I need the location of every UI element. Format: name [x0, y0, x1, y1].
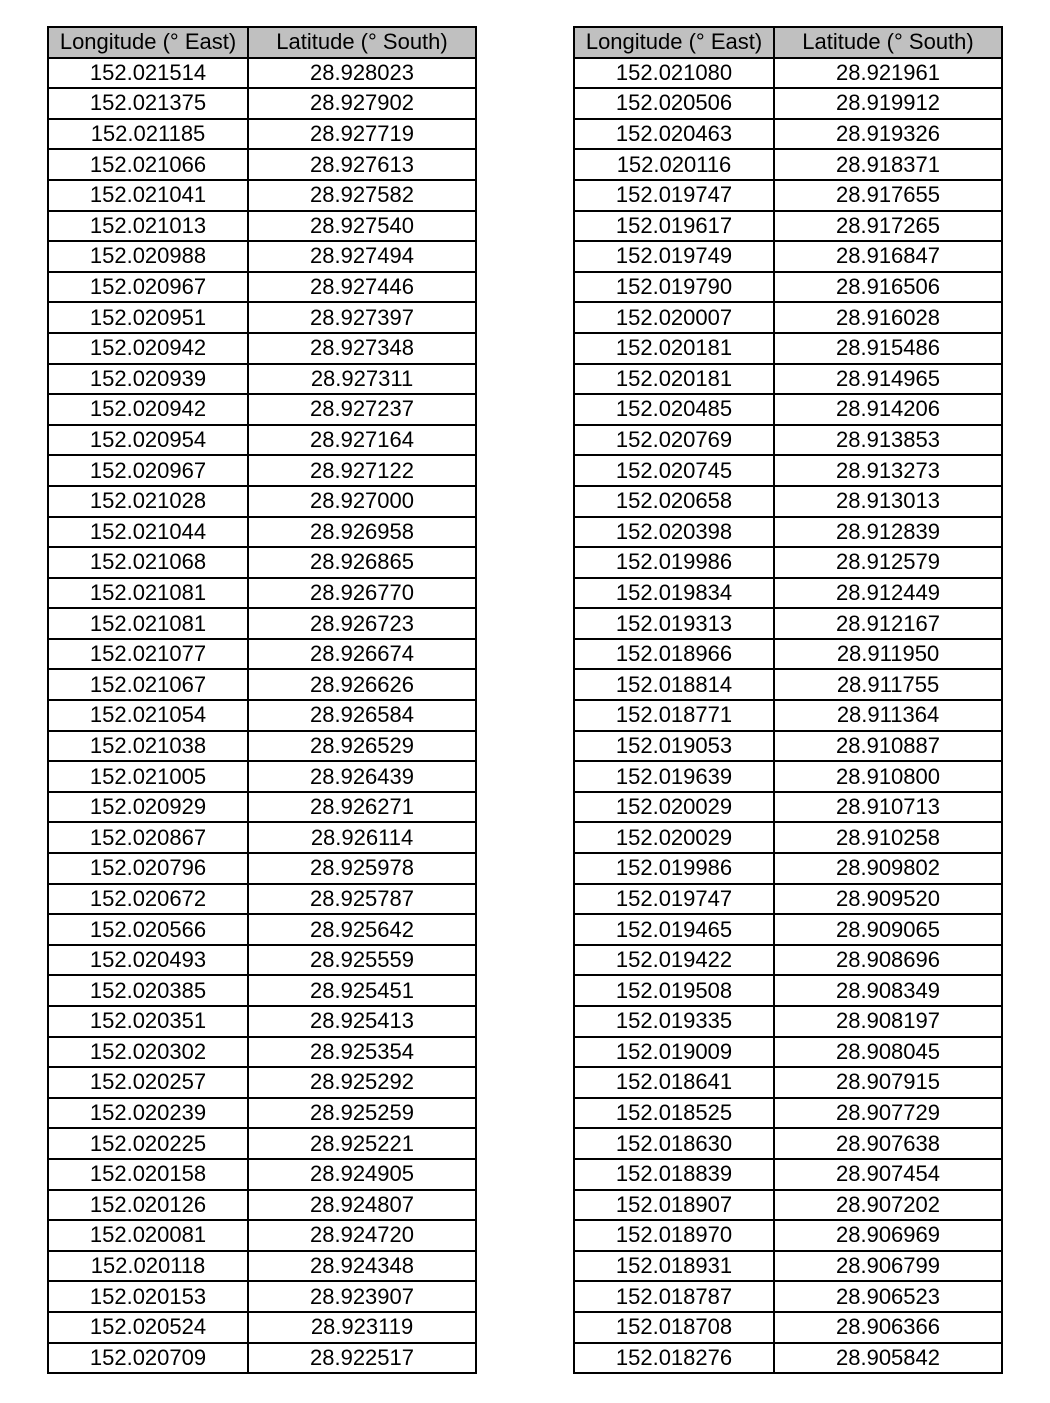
- longitude-cell: 152.020672: [48, 884, 248, 915]
- table-row: [574, 1159, 1002, 1190]
- table-row: [48, 211, 476, 242]
- right-coordinate-table: [573, 26, 1003, 1374]
- latitude-cell: 28.909802: [774, 853, 1002, 884]
- table-row: [48, 1343, 476, 1374]
- latitude-cell: 28.925451: [248, 975, 476, 1006]
- latitude-cell: 28.925413: [248, 1006, 476, 1037]
- latitude-cell: 28.906799: [774, 1251, 1002, 1282]
- longitude-cell: 152.020385: [48, 975, 248, 1006]
- longitude-cell: 152.019749: [574, 241, 774, 272]
- longitude-cell: 152.018931: [574, 1251, 774, 1282]
- longitude-cell: 152.021028: [48, 486, 248, 517]
- latitude-cell: 28.925259: [248, 1098, 476, 1129]
- table-row: [574, 1067, 1002, 1098]
- latitude-cell: 28.925787: [248, 884, 476, 915]
- table-row: [48, 394, 476, 425]
- latitude-cell: 28.911950: [774, 639, 1002, 670]
- left-coordinate-table: [47, 26, 477, 1374]
- longitude-cell: 152.020954: [48, 425, 248, 456]
- table-row: [48, 669, 476, 700]
- longitude-cell: 152.018641: [574, 1067, 774, 1098]
- longitude-cell: 152.019986: [574, 547, 774, 578]
- table-row: [48, 1006, 476, 1037]
- longitude-cell: 152.021067: [48, 669, 248, 700]
- longitude-cell: 152.019422: [574, 945, 774, 976]
- longitude-header: Longitude (° East): [48, 27, 248, 58]
- latitude-cell: 28.927122: [248, 455, 476, 486]
- table-row: [574, 669, 1002, 700]
- table-row: [48, 1098, 476, 1129]
- latitude-cell: 28.926271: [248, 792, 476, 823]
- table-row: [48, 517, 476, 548]
- table-row: [574, 517, 1002, 548]
- longitude-cell: 152.020116: [574, 149, 774, 180]
- longitude-cell: 152.020929: [48, 792, 248, 823]
- table-row: [48, 608, 476, 639]
- table-row: [574, 914, 1002, 945]
- longitude-cell: 152.018771: [574, 700, 774, 731]
- longitude-cell: 152.020493: [48, 945, 248, 976]
- table-row: [48, 1220, 476, 1251]
- longitude-cell: 152.021041: [48, 180, 248, 211]
- table-row: [48, 914, 476, 945]
- longitude-cell: 152.020158: [48, 1159, 248, 1190]
- longitude-cell: 152.021185: [48, 119, 248, 150]
- longitude-cell: 152.020942: [48, 333, 248, 364]
- table-row: [574, 731, 1002, 762]
- longitude-cell: 152.020302: [48, 1037, 248, 1068]
- latitude-cell: 28.917655: [774, 180, 1002, 211]
- latitude-cell: 28.926114: [248, 822, 476, 853]
- right-table-body: [574, 58, 1002, 1374]
- table-row: [574, 180, 1002, 211]
- table-row: [48, 119, 476, 150]
- longitude-cell: 152.018907: [574, 1190, 774, 1221]
- latitude-cell: 28.908045: [774, 1037, 1002, 1068]
- latitude-cell: 28.924348: [248, 1251, 476, 1282]
- longitude-cell: 152.019313: [574, 608, 774, 639]
- latitude-cell: 28.926626: [248, 669, 476, 700]
- longitude-cell: 152.020796: [48, 853, 248, 884]
- longitude-cell: 152.018525: [574, 1098, 774, 1129]
- longitude-cell: 152.021054: [48, 700, 248, 731]
- latitude-cell: 28.925978: [248, 853, 476, 884]
- table-row: [574, 1190, 1002, 1221]
- latitude-header: Latitude (° South): [248, 27, 476, 58]
- table-row: [48, 975, 476, 1006]
- longitude-cell: 152.020967: [48, 455, 248, 486]
- longitude-cell: 152.020181: [574, 364, 774, 395]
- latitude-cell: 28.927494: [248, 241, 476, 272]
- longitude-cell: 152.020658: [574, 486, 774, 517]
- table-row: [574, 884, 1002, 915]
- latitude-cell: 28.910713: [774, 792, 1002, 823]
- table-row: [574, 211, 1002, 242]
- table-row: [574, 608, 1002, 639]
- table-row: [48, 761, 476, 792]
- table-row: [48, 884, 476, 915]
- longitude-cell: 152.020942: [48, 394, 248, 425]
- table-row: [48, 1251, 476, 1282]
- table-row: [574, 761, 1002, 792]
- left-table-body: [48, 58, 476, 1374]
- latitude-cell: 28.912449: [774, 578, 1002, 609]
- latitude-cell: 28.916028: [774, 302, 1002, 333]
- longitude-cell: 152.020485: [574, 394, 774, 425]
- longitude-cell: 152.021080: [574, 58, 774, 89]
- table-row: [48, 272, 476, 303]
- table-row: [48, 1281, 476, 1312]
- table-row: [48, 364, 476, 395]
- table-row: [48, 700, 476, 731]
- table-row: [48, 853, 476, 884]
- table-row: [574, 272, 1002, 303]
- longitude-cell: 152.019465: [574, 914, 774, 945]
- longitude-cell: 152.020118: [48, 1251, 248, 1282]
- table-row: [48, 1159, 476, 1190]
- longitude-cell: 152.021044: [48, 517, 248, 548]
- table-row: [574, 792, 1002, 823]
- latitude-cell: 28.916506: [774, 272, 1002, 303]
- table-row: [48, 88, 476, 119]
- table-row: [574, 58, 1002, 89]
- longitude-cell: 152.018630: [574, 1128, 774, 1159]
- latitude-cell: 28.927397: [248, 302, 476, 333]
- longitude-cell: 152.021375: [48, 88, 248, 119]
- longitude-cell: 152.020181: [574, 333, 774, 364]
- longitude-cell: 152.020939: [48, 364, 248, 395]
- latitude-cell: 28.923907: [248, 1281, 476, 1312]
- latitude-cell: 28.907202: [774, 1190, 1002, 1221]
- latitude-cell: 28.927446: [248, 272, 476, 303]
- longitude-cell: 152.018839: [574, 1159, 774, 1190]
- table-row: [574, 333, 1002, 364]
- longitude-cell: 152.018966: [574, 639, 774, 670]
- latitude-cell: 28.926865: [248, 547, 476, 578]
- table-row: [48, 58, 476, 89]
- table-row: [574, 1098, 1002, 1129]
- table-row: [574, 486, 1002, 517]
- longitude-cell: 152.020351: [48, 1006, 248, 1037]
- table-row: [574, 547, 1002, 578]
- longitude-cell: 152.020398: [574, 517, 774, 548]
- latitude-cell: 28.915486: [774, 333, 1002, 364]
- longitude-cell: 152.019639: [574, 761, 774, 792]
- table-row: [574, 1251, 1002, 1282]
- latitude-cell: 28.906523: [774, 1281, 1002, 1312]
- longitude-cell: 152.019747: [574, 180, 774, 211]
- table-row: [48, 1312, 476, 1343]
- longitude-cell: 152.021081: [48, 578, 248, 609]
- latitude-cell: 28.907729: [774, 1098, 1002, 1129]
- table-row: [574, 1037, 1002, 1068]
- longitude-cell: 152.020126: [48, 1190, 248, 1221]
- longitude-cell: 152.020867: [48, 822, 248, 853]
- latitude-cell: 28.927613: [248, 149, 476, 180]
- latitude-cell: 28.908197: [774, 1006, 1002, 1037]
- latitude-cell: 28.907915: [774, 1067, 1002, 1098]
- latitude-cell: 28.911755: [774, 669, 1002, 700]
- table-row: [574, 1281, 1002, 1312]
- table-row: [574, 700, 1002, 731]
- longitude-cell: 152.020239: [48, 1098, 248, 1129]
- latitude-cell: 28.924720: [248, 1220, 476, 1251]
- longitude-cell: 152.020709: [48, 1343, 248, 1374]
- latitude-cell: 28.913013: [774, 486, 1002, 517]
- latitude-cell: 28.913273: [774, 455, 1002, 486]
- longitude-cell: 152.020506: [574, 88, 774, 119]
- longitude-cell: 152.020081: [48, 1220, 248, 1251]
- latitude-cell: 28.925642: [248, 914, 476, 945]
- longitude-cell: 152.020524: [48, 1312, 248, 1343]
- table-row: [574, 822, 1002, 853]
- latitude-cell: 28.927540: [248, 211, 476, 242]
- latitude-cell: 28.926958: [248, 517, 476, 548]
- latitude-cell: 28.927000: [248, 486, 476, 517]
- table-row: [574, 394, 1002, 425]
- table-row: [574, 455, 1002, 486]
- longitude-cell: 152.020029: [574, 792, 774, 823]
- table-row: [574, 578, 1002, 609]
- longitude-cell: 152.021077: [48, 639, 248, 670]
- table-row: [48, 1067, 476, 1098]
- latitude-cell: 28.910800: [774, 761, 1002, 792]
- table-row: [48, 302, 476, 333]
- latitude-cell: 28.926584: [248, 700, 476, 731]
- table-row: [48, 486, 476, 517]
- longitude-cell: 152.019508: [574, 975, 774, 1006]
- latitude-cell: 28.905842: [774, 1343, 1002, 1374]
- longitude-cell: 152.019009: [574, 1037, 774, 1068]
- table-row: [48, 547, 476, 578]
- latitude-cell: 28.912167: [774, 608, 1002, 639]
- longitude-cell: 152.020951: [48, 302, 248, 333]
- longitude-cell: 152.020153: [48, 1281, 248, 1312]
- latitude-cell: 28.918371: [774, 149, 1002, 180]
- table-row: [574, 1006, 1002, 1037]
- longitude-cell: 152.018708: [574, 1312, 774, 1343]
- longitude-cell: 152.020029: [574, 822, 774, 853]
- latitude-cell: 28.909065: [774, 914, 1002, 945]
- longitude-cell: 152.021013: [48, 211, 248, 242]
- latitude-cell: 28.907638: [774, 1128, 1002, 1159]
- longitude-cell: 152.019053: [574, 731, 774, 762]
- latitude-cell: 28.925292: [248, 1067, 476, 1098]
- latitude-cell: 28.926674: [248, 639, 476, 670]
- latitude-cell: 28.919912: [774, 88, 1002, 119]
- table-row: [574, 88, 1002, 119]
- longitude-cell: 152.018787: [574, 1281, 774, 1312]
- latitude-cell: 28.927348: [248, 333, 476, 364]
- latitude-cell: 28.927902: [248, 88, 476, 119]
- table-row: [48, 731, 476, 762]
- longitude-cell: 152.020769: [574, 425, 774, 456]
- longitude-cell: 152.019335: [574, 1006, 774, 1037]
- latitude-cell: 28.928023: [248, 58, 476, 89]
- header-row: [48, 27, 476, 58]
- latitude-cell: 28.908696: [774, 945, 1002, 976]
- table-row: [574, 425, 1002, 456]
- latitude-cell: 28.922517: [248, 1343, 476, 1374]
- longitude-cell: 152.020257: [48, 1067, 248, 1098]
- longitude-cell: 152.020566: [48, 914, 248, 945]
- latitude-cell: 28.912839: [774, 517, 1002, 548]
- longitude-cell: 152.019617: [574, 211, 774, 242]
- latitude-header: Latitude (° South): [774, 27, 1002, 58]
- latitude-cell: 28.927719: [248, 119, 476, 150]
- latitude-cell: 28.921961: [774, 58, 1002, 89]
- longitude-cell: 152.021005: [48, 761, 248, 792]
- table-row: [48, 1037, 476, 1068]
- table-row: [48, 822, 476, 853]
- table-row: [574, 241, 1002, 272]
- latitude-cell: 28.911364: [774, 700, 1002, 731]
- table-row: [48, 149, 476, 180]
- latitude-cell: 28.906969: [774, 1220, 1002, 1251]
- table-row: [48, 1190, 476, 1221]
- table-row: [574, 639, 1002, 670]
- longitude-cell: 152.018814: [574, 669, 774, 700]
- latitude-cell: 28.917265: [774, 211, 1002, 242]
- longitude-cell: 152.021066: [48, 149, 248, 180]
- table-row: [574, 1312, 1002, 1343]
- longitude-cell: 152.021081: [48, 608, 248, 639]
- table-row: [574, 149, 1002, 180]
- latitude-cell: 28.925221: [248, 1128, 476, 1159]
- longitude-cell: 152.020988: [48, 241, 248, 272]
- table-row: [574, 853, 1002, 884]
- latitude-cell: 28.926529: [248, 731, 476, 762]
- table-row: [574, 1343, 1002, 1374]
- table-row: [48, 180, 476, 211]
- table-row: [48, 1128, 476, 1159]
- latitude-cell: 28.914206: [774, 394, 1002, 425]
- latitude-cell: 28.925559: [248, 945, 476, 976]
- longitude-cell: 152.019790: [574, 272, 774, 303]
- table-row: [574, 945, 1002, 976]
- latitude-cell: 28.914965: [774, 364, 1002, 395]
- latitude-cell: 28.906366: [774, 1312, 1002, 1343]
- header-row: [574, 27, 1002, 58]
- latitude-cell: 28.926770: [248, 578, 476, 609]
- longitude-cell: 152.020225: [48, 1128, 248, 1159]
- latitude-cell: 28.919326: [774, 119, 1002, 150]
- latitude-cell: 28.913853: [774, 425, 1002, 456]
- latitude-cell: 28.924807: [248, 1190, 476, 1221]
- latitude-cell: 28.926723: [248, 608, 476, 639]
- longitude-cell: 152.020967: [48, 272, 248, 303]
- table-row: [48, 639, 476, 670]
- table-row: [48, 425, 476, 456]
- table-row: [48, 241, 476, 272]
- latitude-cell: 28.924905: [248, 1159, 476, 1190]
- table-row: [574, 1220, 1002, 1251]
- longitude-cell: 152.019747: [574, 884, 774, 915]
- latitude-cell: 28.923119: [248, 1312, 476, 1343]
- latitude-cell: 28.927237: [248, 394, 476, 425]
- latitude-cell: 28.916847: [774, 241, 1002, 272]
- longitude-cell: 152.020745: [574, 455, 774, 486]
- longitude-cell: 152.018970: [574, 1220, 774, 1251]
- latitude-cell: 28.910258: [774, 822, 1002, 853]
- latitude-cell: 28.927582: [248, 180, 476, 211]
- longitude-cell: 152.018276: [574, 1343, 774, 1374]
- longitude-header: Longitude (° East): [574, 27, 774, 58]
- latitude-cell: 28.908349: [774, 975, 1002, 1006]
- table-row: [48, 333, 476, 364]
- table-row: [574, 119, 1002, 150]
- latitude-cell: 28.925354: [248, 1037, 476, 1068]
- table-row: [48, 945, 476, 976]
- table-row: [48, 455, 476, 486]
- longitude-cell: 152.019986: [574, 853, 774, 884]
- table-row: [574, 302, 1002, 333]
- latitude-cell: 28.909520: [774, 884, 1002, 915]
- latitude-cell: 28.910887: [774, 731, 1002, 762]
- longitude-cell: 152.019834: [574, 578, 774, 609]
- latitude-cell: 28.907454: [774, 1159, 1002, 1190]
- table-row: [48, 578, 476, 609]
- table-row: [574, 364, 1002, 395]
- latitude-cell: 28.912579: [774, 547, 1002, 578]
- latitude-cell: 28.926439: [248, 761, 476, 792]
- table-row: [574, 1128, 1002, 1159]
- longitude-cell: 152.021068: [48, 547, 248, 578]
- latitude-cell: 28.927164: [248, 425, 476, 456]
- table-row: [574, 975, 1002, 1006]
- longitude-cell: 152.021038: [48, 731, 248, 762]
- longitude-cell: 152.021514: [48, 58, 248, 89]
- table-row: [48, 792, 476, 823]
- longitude-cell: 152.020007: [574, 302, 774, 333]
- longitude-cell: 152.020463: [574, 119, 774, 150]
- latitude-cell: 28.927311: [248, 364, 476, 395]
